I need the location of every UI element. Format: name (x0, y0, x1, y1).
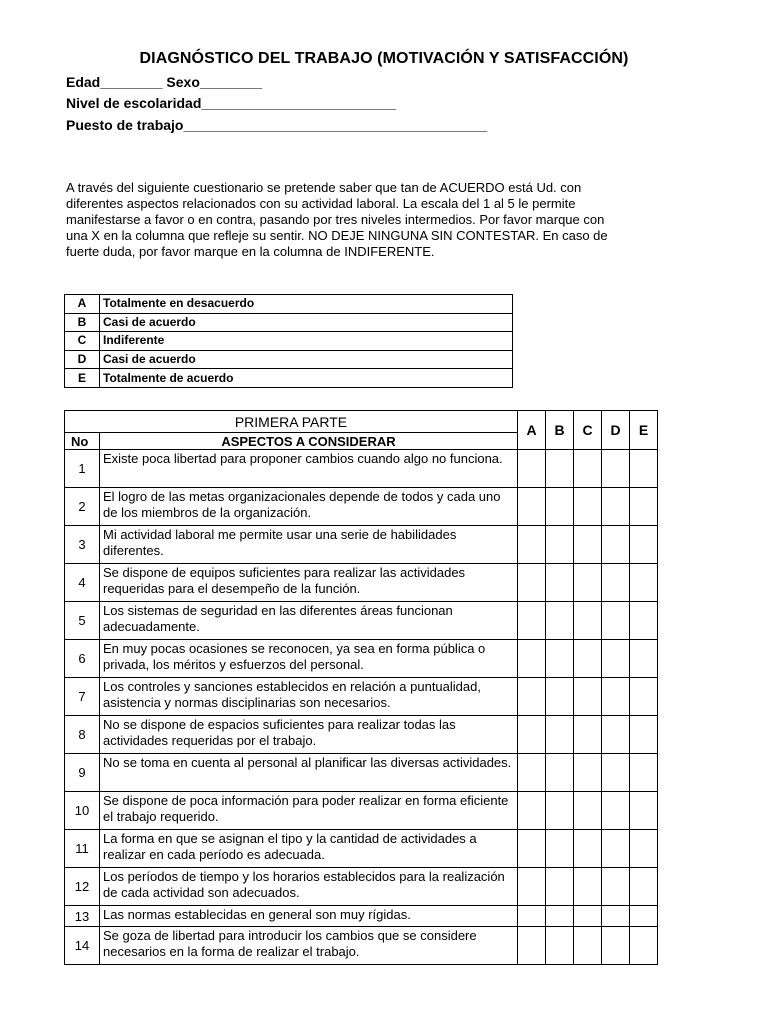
answer-cell[interactable] (546, 754, 574, 792)
answer-cell[interactable] (518, 488, 546, 526)
answer-cell[interactable] (602, 602, 630, 640)
item-number: 7 (65, 678, 100, 716)
item-number: 1 (65, 450, 100, 488)
answer-cell[interactable] (630, 526, 658, 564)
answer-cell[interactable] (546, 488, 574, 526)
legend-label: Casi de acuerdo (100, 350, 513, 369)
item-text: Mi actividad laboral me permite usar una serie de habilidades diferentes. (100, 526, 518, 564)
item-number: 6 (65, 640, 100, 678)
answer-column-header: A (518, 411, 546, 450)
answer-cell[interactable] (546, 716, 574, 754)
legend-row (65, 313, 513, 332)
item-text: Se dispone de poca información para poder realizar en forma eficiente el trabajo requerido. (100, 792, 518, 830)
answer-cell[interactable] (546, 640, 574, 678)
answer-cell[interactable] (574, 906, 602, 927)
answer-cell[interactable] (602, 564, 630, 602)
answer-column-header: D (602, 411, 630, 450)
answer-cell[interactable] (574, 564, 602, 602)
answer-cell[interactable] (630, 792, 658, 830)
legend-label: Casi de acuerdo (100, 313, 513, 332)
answer-cell[interactable] (574, 678, 602, 716)
answer-column-header: B (546, 411, 574, 450)
answer-cell[interactable] (630, 906, 658, 927)
number-column-header: No (65, 433, 100, 450)
item-text: Los sistemas de seguridad en las diferentes áreas funcionan adecuadamente. (100, 602, 518, 640)
instructions-paragraph: A través del siguiente cuestionario se pretende saber que tan de ACUERDO está Ud. con diferentes aspectos relacionados con su actividad laboral. La escala del 1 al 5 le permite manifestarse a favor o en contra, pasando por tres niveles intermedios. Por favor marque con una X en la columna que refleje su sentir. NO DEJE NINGUNA SIN CONTESTAR. En caso de fuerte duda, por favor marque en la columna de INDIFERENTE. (66, 180, 608, 259)
item-text: No se dispone de espacios suficientes para realizar todas las actividades requeridas por el trabajo. (100, 716, 518, 754)
answer-cell[interactable] (518, 906, 546, 927)
answer-cell[interactable] (518, 716, 546, 754)
item-text: Los controles y sanciones establecidos en relación a puntualidad, asistencia y normas disciplinarias son necesarios. (100, 678, 518, 716)
survey-table (64, 410, 658, 965)
answer-cell[interactable] (518, 526, 546, 564)
survey-row (65, 754, 658, 792)
answer-cell[interactable] (574, 754, 602, 792)
education-field: Nivel de escolaridad_________________________ (66, 95, 397, 111)
legend-row (65, 350, 513, 369)
answer-cell[interactable] (630, 927, 658, 965)
answer-cell[interactable] (574, 716, 602, 754)
answer-cell[interactable] (518, 678, 546, 716)
survey-row (65, 716, 658, 754)
item-text: Se dispone de equipos suficientes para realizar las actividades requeridas para el desempeño de la función. (100, 564, 518, 602)
survey-row (65, 450, 658, 488)
item-text: Las normas establecidas en general son muy rígidas. (100, 906, 518, 927)
item-text: La forma en que se asignan el tipo y la cantidad de actividades a realizar en cada período es adecuada. (100, 830, 518, 868)
answer-cell[interactable] (518, 792, 546, 830)
answer-cell[interactable] (630, 868, 658, 906)
answer-cell[interactable] (574, 640, 602, 678)
answer-cell[interactable] (602, 678, 630, 716)
legend-letter: A (65, 295, 100, 314)
survey-row (65, 564, 658, 602)
answer-cell[interactable] (546, 526, 574, 564)
answer-cell[interactable] (630, 564, 658, 602)
answer-cell[interactable] (518, 450, 546, 488)
item-number: 3 (65, 526, 100, 564)
answer-cell[interactable] (630, 830, 658, 868)
answer-cell[interactable] (602, 450, 630, 488)
age-sex-field: Edad________ Sexo________ (66, 74, 263, 90)
answer-cell[interactable] (602, 488, 630, 526)
legend-row (65, 295, 513, 314)
item-number: 11 (65, 830, 100, 868)
item-number: 2 (65, 488, 100, 526)
answer-cell[interactable] (518, 602, 546, 640)
answer-cell[interactable] (574, 830, 602, 868)
answer-cell[interactable] (630, 640, 658, 678)
answer-cell[interactable] (602, 526, 630, 564)
answer-cell[interactable] (574, 792, 602, 830)
survey-row (65, 868, 658, 906)
answer-cell[interactable] (602, 868, 630, 906)
legend-letter: B (65, 313, 100, 332)
aspects-column-header: ASPECTOS A CONSIDERAR (100, 433, 518, 450)
item-number: 10 (65, 792, 100, 830)
answer-cell[interactable] (546, 450, 574, 488)
legend-label: Indiferente (100, 332, 513, 351)
answer-cell[interactable] (602, 792, 630, 830)
answer-cell[interactable] (630, 450, 658, 488)
answer-cell[interactable] (518, 868, 546, 906)
survey-row (65, 830, 658, 868)
item-text: El logro de las metas organizacionales depende de todos y cada uno de los miembros de la organización. (100, 488, 518, 526)
answer-cell[interactable] (546, 927, 574, 965)
answer-cell[interactable] (546, 564, 574, 602)
item-text: Los períodos de tiempo y los horarios establecidos para la realización de cada actividad son adecuados. (100, 868, 518, 906)
item-text: Se goza de libertad para introducir los cambios que se considere necesarios en la forma de realizar el trabajo. (100, 927, 518, 965)
job-field: Puesto de trabajo_______________________________________ (66, 117, 488, 133)
legend-letter: D (65, 350, 100, 369)
answer-cell[interactable] (574, 927, 602, 965)
item-text: Existe poca libertad para proponer cambios cuando algo no funciona. (100, 450, 518, 488)
survey-row (65, 678, 658, 716)
answer-cell[interactable] (518, 754, 546, 792)
answer-cell[interactable] (574, 868, 602, 906)
answer-cell[interactable] (630, 754, 658, 792)
answer-cell[interactable] (546, 830, 574, 868)
legend-label: Totalmente en desacuerdo (100, 295, 513, 314)
answer-cell[interactable] (602, 716, 630, 754)
answer-cell[interactable] (518, 830, 546, 868)
answer-cell[interactable] (602, 830, 630, 868)
answer-cell[interactable] (546, 906, 574, 927)
item-number: 12 (65, 868, 100, 906)
answer-cell[interactable] (630, 602, 658, 640)
answer-cell[interactable] (602, 640, 630, 678)
item-number: 4 (65, 564, 100, 602)
answer-cell[interactable] (630, 488, 658, 526)
answer-cell[interactable] (518, 927, 546, 965)
item-text: No se toma en cuenta al personal al planificar las diversas actividades. (100, 754, 518, 792)
answer-cell[interactable] (546, 678, 574, 716)
survey-row (65, 602, 658, 640)
answer-cell[interactable] (630, 678, 658, 716)
item-number: 13 (65, 906, 100, 927)
legend-letter: C (65, 332, 100, 351)
answer-cell[interactable] (602, 927, 630, 965)
item-number: 9 (65, 754, 100, 792)
legend-row (65, 332, 513, 351)
survey-row (65, 906, 658, 927)
survey-row (65, 640, 658, 678)
item-number: 8 (65, 716, 100, 754)
answer-cell[interactable] (574, 488, 602, 526)
page-title: DIAGNÓSTICO DEL TRABAJO (MOTIVACIÓN Y SATISFACCIÓN) (139, 50, 629, 67)
answer-cell[interactable] (518, 640, 546, 678)
section-title: PRIMERA PARTE (65, 411, 518, 433)
item-number: 5 (65, 602, 100, 640)
legend-letter: E (65, 369, 100, 388)
answer-cell[interactable] (602, 906, 630, 927)
legend-row (65, 369, 513, 388)
answer-cell[interactable] (574, 450, 602, 488)
survey-row (65, 488, 658, 526)
answer-cell[interactable] (574, 526, 602, 564)
answer-cell[interactable] (574, 602, 602, 640)
survey-row (65, 526, 658, 564)
answer-cell[interactable] (630, 716, 658, 754)
survey-row (65, 792, 658, 830)
scale-legend-table (64, 294, 513, 388)
answer-cell[interactable] (546, 602, 574, 640)
answer-cell[interactable] (546, 792, 574, 830)
item-text: En muy pocas ocasiones se reconocen, ya sea en forma pública o privada, los méritos y esfuerzos del personal. (100, 640, 518, 678)
answer-cell[interactable] (546, 868, 574, 906)
legend-label: Totalmente de acuerdo (100, 369, 513, 388)
item-number: 14 (65, 927, 100, 965)
answer-column-header: E (630, 411, 658, 450)
answer-column-header: C (574, 411, 602, 450)
answer-cell[interactable] (518, 564, 546, 602)
answer-cell[interactable] (602, 754, 630, 792)
survey-row (65, 927, 658, 965)
